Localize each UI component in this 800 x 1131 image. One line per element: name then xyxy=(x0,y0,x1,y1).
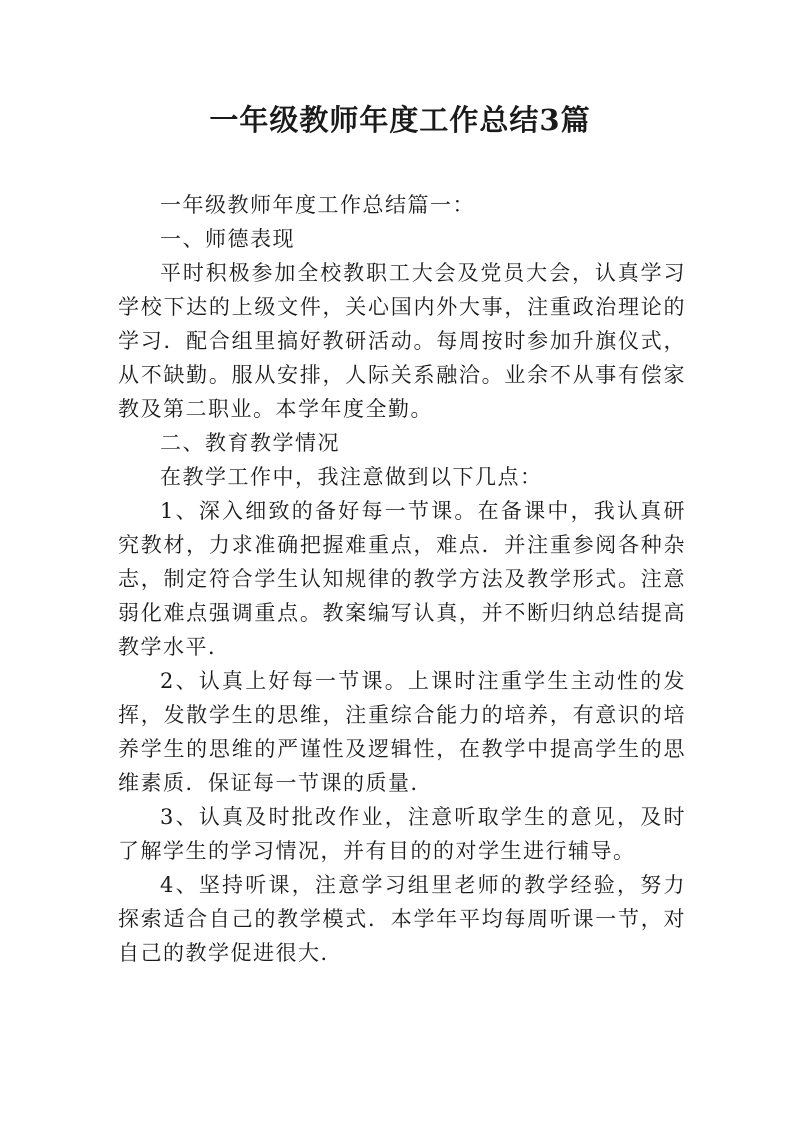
document-body xyxy=(118,188,686,970)
paragraph-item-3: 3、认真及时批改作业，注意听取学生的意见，及时了解学生的学习情况，并有目的的对学生进行辅导。 xyxy=(118,805,686,863)
section-heading-part-one: 一年级教师年度工作总结篇一： xyxy=(160,193,475,217)
heading-teaching: 二、教育教学情况 xyxy=(160,431,340,455)
paragraph-item-1: 1、深入细致的备好每一节课。在备课中，我认真研究教材，力求准确把握难重点，难点．并注重参阅各种杂志，制定符合学生认知规律的教学方法及教学形式。注意弱化难点强调重点。教案编写认真，并不断归纳总结提高教学水平． xyxy=(118,499,686,659)
paragraph-teaching-intro: 在教学工作中，我注意做到以下几点： xyxy=(160,465,543,489)
paragraph-item-4: 4、坚持听课，注意学习组里老师的教学经验，努力探索适合自己的教学模式．本学年平均每周听课一节，对自己的教学促进很大． xyxy=(118,873,686,965)
document-title: 一年级教师年度工作总结3篇 xyxy=(209,103,591,137)
paragraph-item-2: 2、认真上好每一节课。上课时注重学生主动性的发挥，发散学生的思维，注重综合能力的培养，有意识的培养学生的思维的严谨性及逻辑性，在教学中提高学生的思维素质．保证每一节课的质量． xyxy=(118,669,686,795)
heading-ethics: 一、师德表现 xyxy=(160,227,295,251)
paragraph-ethics: 平时积极参加全校教职工大会及党员大会，认真学习学校下达的上级文件，关心国内外大事，注重政治理论的学习．配合组里搞好教研活动。每周按时参加升旗仪式，从不缺勤。服从安排，人际关系融洽。业余不从事有偿家教及第二职业。本学年度全勤。 xyxy=(118,261,686,421)
